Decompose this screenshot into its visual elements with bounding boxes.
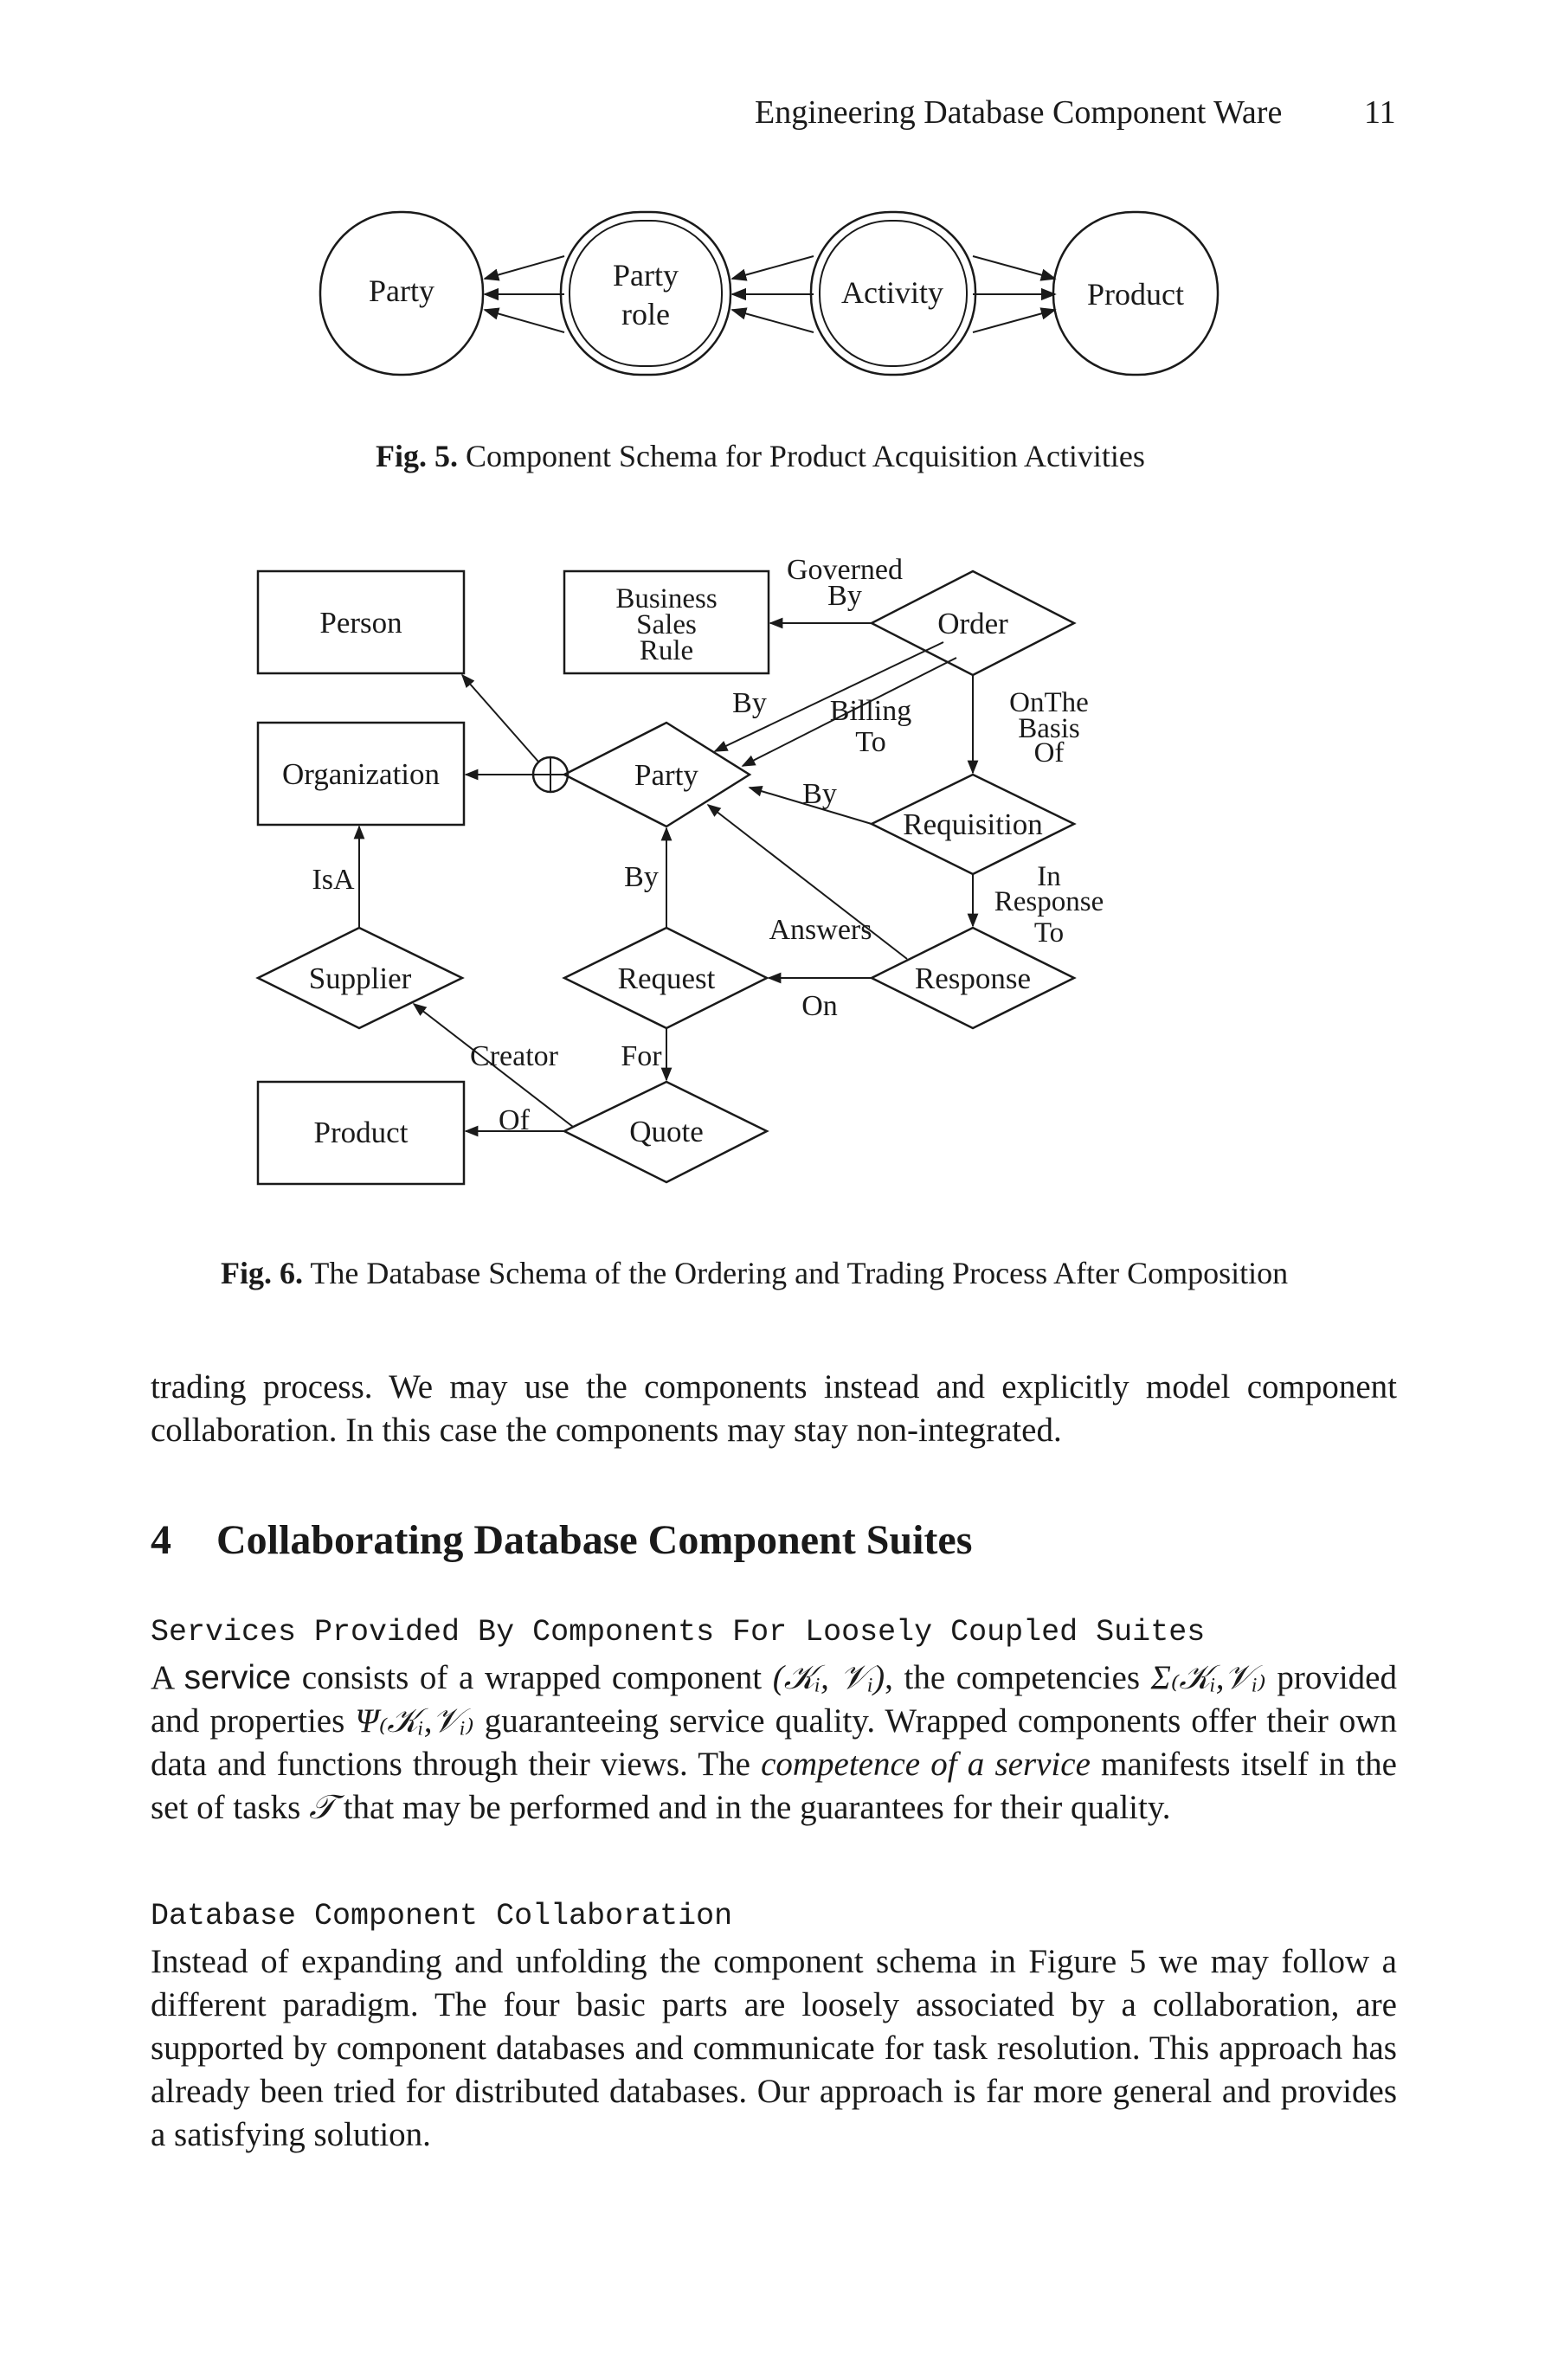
service-term: service: [183, 1659, 292, 1696]
fig5-node-activity: Activity: [841, 275, 943, 310]
fig5-arrow: [485, 310, 564, 332]
math-competencies: Σ₍𝒦ᵢ,𝒱ᵢ₎: [1150, 1659, 1266, 1696]
fig6-caption-text: The Database Schema of the Ordering and Trading Process After Composition: [310, 1256, 1289, 1290]
fig5-node-partyrole-line2: role: [621, 297, 670, 331]
fig5-node-partyrole-line1: Party: [613, 258, 679, 293]
fig5-node-partyrole-shape: [561, 212, 730, 375]
fig5-arrow: [732, 256, 814, 279]
fig6-label-to: To: [1033, 917, 1065, 949]
services-text-6: that may be performed and in the guarantees for their quality.: [334, 1789, 1171, 1826]
section-heading: [151, 1516, 972, 1564]
fig6-label-billing-to: To: [855, 726, 886, 758]
math-properties: Ψ₍𝒦ᵢ,𝒱ᵢ₎: [355, 1702, 474, 1740]
fig5-caption-label: Fig. 5.: [376, 439, 458, 473]
fig6-label-on: On: [801, 990, 838, 1022]
fig6-rel-quote: Quote: [629, 1115, 704, 1148]
fig6-rule-line2: Sales: [636, 609, 697, 640]
services-text-2: , the competencies: [885, 1659, 1151, 1696]
math-component-pair: (𝒦ᵢ, 𝒱ᵢ): [772, 1659, 885, 1696]
fig6-label-for: For: [621, 1040, 662, 1072]
fig5-arrow: [485, 256, 564, 279]
fig6-rel-request: Request: [617, 962, 716, 995]
fig6-label-by-request: By: [624, 861, 659, 893]
fig6-diagram: [0, 519, 1551, 1212]
fig6-rel-supplier: Supplier: [308, 962, 412, 995]
fig6-rel-requisition: Requisition: [903, 807, 1043, 841]
fig6-label-by-lower: By: [802, 778, 837, 810]
paragraph-continuation: trading process. We may use the components instead and explicitly model component collaboration. In this case the components may stay non-integrated.: [151, 1368, 1397, 1449]
fig6-rel-order: Order: [937, 607, 1008, 640]
section-number: 4: [151, 1517, 171, 1563]
subsection-heading-services: Services Provided By Components For Loosely Coupled Suites: [151, 1615, 1206, 1650]
subsection-heading-collaboration: Database Component Collaboration: [151, 1899, 733, 1933]
fig6-entity-organization: Organization: [281, 757, 441, 791]
fig6-entity-product: Product: [313, 1116, 409, 1149]
services-emphasis: competence of a service: [761, 1746, 1091, 1783]
fig6-label-of: Of: [1033, 737, 1065, 769]
fig6-label-onthe: OnThe: [1009, 687, 1089, 718]
fig6-label-creator: Creator: [470, 1040, 558, 1072]
fig6-label-answers: Answers: [769, 914, 872, 946]
services-text-1: consists of a wrapped component: [291, 1659, 773, 1696]
fig6-rule-line1: Business: [615, 583, 718, 614]
fig5-arrow: [732, 310, 814, 332]
fig6-caption-label: Fig. 6.: [221, 1256, 303, 1290]
fig5-caption: [376, 438, 1145, 474]
fig6-label-governed: Governed: [786, 554, 904, 586]
paragraph-services: [151, 1656, 1397, 1830]
math-tasks: 𝒯: [309, 1789, 335, 1826]
fig6-label-billing: Billing: [829, 695, 912, 727]
fig6-label-response: Response: [994, 886, 1104, 917]
fig6-label-isa: IsA: [312, 864, 355, 896]
fig6-entity-person: Person: [319, 606, 402, 640]
fig6-label-governed-by: By: [827, 580, 862, 612]
services-text-4: guaranteeing service quality. Wrapped components offer their own data and functions through their views. The: [151, 1702, 1397, 1783]
services-text-5: manifests itself in the set of tasks: [151, 1746, 1397, 1826]
running-header-title: Engineering Database Component Ware: [755, 94, 1283, 131]
fig6-rule-line3: Rule: [639, 635, 694, 666]
section-title: Collaborating Database Component Suites: [216, 1517, 973, 1563]
fig5-caption-text: Component Schema for Product Acquisition Activities: [466, 439, 1145, 473]
paragraph-collaboration: Instead of expanding and unfolding the component schema in Figure 5 we may follow a different paradigm. The four basic parts are loosely associated by a collaboration, are supported by component databases and communicate for task resolution. This approach has already been tried for distributed databases. Our approach is far more general and provides a satisfying solution.: [151, 1943, 1397, 2153]
fig6-label-of-product: Of: [499, 1104, 530, 1136]
fig5-arrow: [973, 310, 1055, 332]
fig6-rel-response: Response: [914, 962, 1032, 995]
fig6-caption: [221, 1255, 1288, 1291]
fig6-rel-party: Party: [634, 758, 698, 792]
fig5-node-party: Party: [369, 273, 434, 308]
fig6-label-by-upper: By: [732, 687, 767, 719]
services-text-3: provided and properties: [151, 1659, 1397, 1740]
fig6-label-in: In: [1037, 861, 1061, 892]
fig5-node-product: Product: [1087, 277, 1184, 312]
page-number: 11: [1364, 94, 1396, 131]
fig5-arrow: [973, 256, 1055, 279]
fig6-label-basis: Basis: [1018, 713, 1080, 744]
services-lead: A: [151, 1659, 174, 1696]
